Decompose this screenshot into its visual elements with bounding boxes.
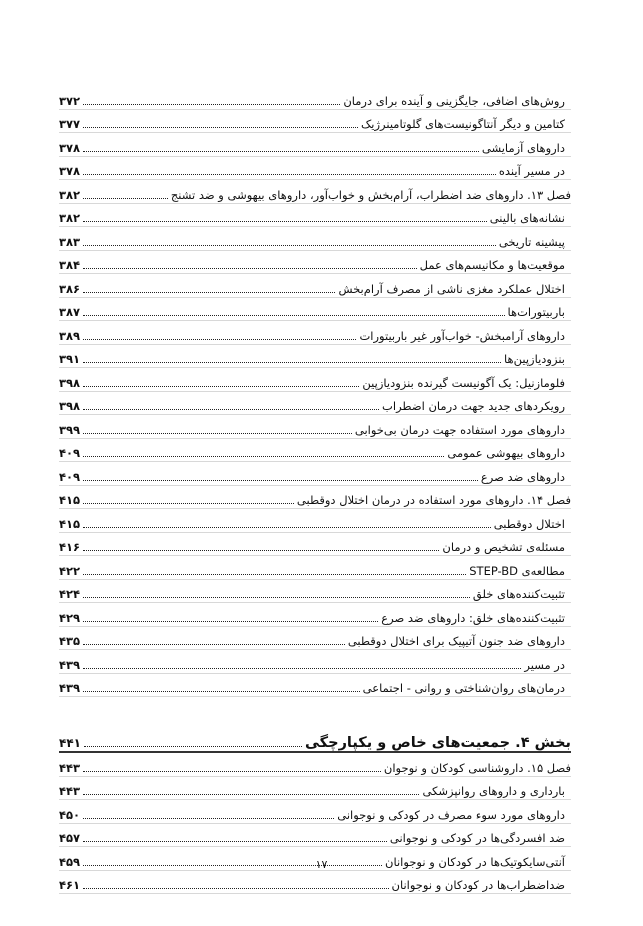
toc-entry — [59, 392, 571, 416]
leader-dots — [83, 818, 334, 819]
toc-entry-page-number: ۴۰۹ — [59, 469, 81, 484]
leader-dots — [83, 409, 379, 410]
leader-dots — [83, 888, 388, 889]
toc-entry-page-number: ۴۶۱ — [59, 878, 81, 892]
leader-dots — [83, 362, 501, 363]
part-title: بخش ۴. جمعیت‌های خاص و یکپارچگی — [305, 735, 571, 751]
toc-entry-title: داروهای مورد استفاده جهت درمان بی‌خوابی — [354, 422, 565, 437]
leader-dots — [83, 339, 356, 340]
toc-entry — [59, 556, 571, 580]
part-page-number: ۴۴۱ — [59, 736, 81, 750]
toc-entry-page-number: ۳۸۲ — [59, 211, 81, 225]
toc-entry — [59, 777, 571, 801]
toc-entry-page-number: ۳۸۷ — [59, 305, 81, 319]
toc-entry — [59, 133, 571, 157]
leader-dots — [83, 621, 378, 622]
toc-entry-page-number: ۴۳۹ — [59, 657, 81, 672]
leader-dots — [83, 151, 479, 152]
toc-entry — [59, 603, 571, 627]
toc-entry — [59, 824, 571, 848]
leader-dots — [83, 104, 340, 105]
toc-entry-page-number: ۳۸۹ — [59, 328, 81, 343]
leader-dots — [83, 574, 466, 575]
toc-entry-title: نشانه‌های بالینی — [489, 211, 565, 225]
leader-dots — [84, 746, 302, 747]
toc-entry-page-number: ۳۹۹ — [59, 422, 81, 437]
toc-entry-page-number: ۳۹۸ — [59, 399, 81, 413]
toc-entry-page-number: ۴۳۵ — [59, 634, 81, 648]
toc-entry-title: بنزودیازپین‌ها — [504, 352, 565, 366]
toc-entry-page-number: ۴۲۹ — [59, 610, 81, 625]
toc-entry — [59, 274, 571, 298]
toc-entry — [59, 110, 571, 134]
toc-entry — [59, 368, 571, 392]
toc-entry-page-number: ۳۸۶ — [59, 281, 81, 296]
toc-entry — [59, 800, 571, 824]
toc-entry-title: باربیتورات‌ها — [507, 305, 565, 319]
toc-entry — [59, 533, 571, 557]
leader-dots — [83, 644, 345, 645]
toc-entry-title: فصل ۱۴. داروهای مورد استفاده در درمان اختلال دوقطبی — [296, 493, 571, 507]
toc-entry — [59, 871, 571, 895]
table-of-contents — [59, 86, 571, 894]
toc-entry — [59, 509, 571, 533]
toc-entry-title: پیشینه تاریخی — [498, 234, 565, 249]
toc-entry-title: فصل ۱۳. داروهای ضد اضطراب، آرام‌بخش و خواب‌آور، داروهای بیهوشی و ضد تشنج — [170, 187, 571, 202]
toc-entry — [59, 345, 571, 369]
toc-group-1 — [59, 86, 571, 697]
toc-entry-title: موقعیت‌ها و مکانیسم‌های عمل — [419, 258, 565, 272]
toc-entry-page-number: ۴۰۹ — [59, 446, 81, 460]
toc-entry-page-number: ۳۷۲ — [59, 93, 81, 108]
leader-dots — [83, 841, 387, 842]
leader-dots — [83, 668, 521, 669]
toc-entry — [59, 204, 571, 228]
toc-entry — [59, 462, 571, 486]
leader-dots — [83, 597, 470, 598]
toc-entry — [59, 321, 571, 345]
leader-dots — [83, 503, 294, 504]
leader-dots — [83, 292, 335, 293]
toc-entry-page-number: ۳۸۳ — [59, 234, 81, 249]
toc-entry-title: داروهای آرامبخش- خواب‌آور غیر باربیتورات — [359, 328, 565, 343]
toc-entry-title: در مسیر آینده — [498, 164, 565, 178]
toc-entry-title: فلومازنیل: یک آگونیست گیرنده بنزودیازپین — [362, 375, 565, 390]
toc-entry-title: اختلال عملکرد مغزی ناشی از مصرف آرام‌بخش — [338, 281, 565, 296]
toc-entry-title: درمان‌های روان‌شناختی و روانی - اجتماعی — [362, 681, 565, 695]
leader-dots — [83, 480, 478, 481]
toc-entry-page-number: ۴۵۰ — [59, 807, 81, 822]
toc-entry-title: داروهای ضد جنون آتیپیک برای اختلال دوقطبی — [347, 634, 565, 648]
leader-dots — [83, 771, 381, 772]
toc-entry — [59, 627, 571, 651]
toc-entry-title: تثبیت‌کننده‌های خلق: داروهای ضد صرع — [381, 610, 565, 625]
toc-entry-page-number: ۳۹۱ — [59, 352, 81, 366]
toc-entry-title: بارداری و داروهای روانپزشکی — [422, 784, 565, 798]
leader-dots — [83, 315, 504, 316]
toc-entry — [59, 580, 571, 604]
leader-dots — [83, 691, 360, 692]
toc-entry-title: مطالعه‌ی STEP-BD — [469, 563, 565, 578]
toc-entry — [59, 415, 571, 439]
toc-entry-title: تثبیت‌کننده‌های خلق — [472, 587, 565, 601]
toc-entry-title: رویکردهای جدید جهت درمان اضطراب — [382, 399, 565, 413]
toc-entry-page-number: ۴۱۵ — [59, 493, 81, 507]
leader-dots — [83, 127, 358, 128]
toc-entry — [59, 486, 571, 510]
leader-dots — [83, 268, 417, 269]
leader-dots — [83, 386, 359, 387]
leader-dots — [83, 794, 419, 795]
toc-entry — [59, 227, 571, 251]
toc-entry — [59, 439, 571, 463]
toc-group-2 — [59, 753, 571, 894]
toc-entry-title: داروهای ضد صرع — [480, 469, 565, 484]
leader-dots — [83, 433, 352, 434]
toc-entry-page-number: ۴۱۶ — [59, 540, 81, 554]
toc-entry-title: داروهای بیهوشی عمومی — [447, 446, 565, 460]
toc-entry-title: فصل ۱۵. داروشناسی کودکان و نوجوان — [383, 760, 571, 775]
toc-entry-title: روش‌های اضافی، جایگزینی و آینده برای درمان — [343, 93, 565, 108]
toc-entry — [59, 157, 571, 181]
leader-dots — [83, 245, 496, 246]
toc-entry-title: کتامین و دیگر آنتاگونیست‌های گلوتامینرژیک — [360, 117, 565, 131]
toc-entry-page-number: ۴۳۹ — [59, 681, 81, 695]
toc-entry — [59, 753, 571, 777]
toc-entry-title: اختلال دوقطبی — [493, 516, 565, 531]
toc-entry-page-number: ۴۵۷ — [59, 831, 81, 845]
toc-entry-title: ضداضطراب‌ها در کودکان و نوجوانان — [391, 878, 565, 892]
toc-entry — [59, 86, 571, 110]
toc-entry-title: در مسیر — [524, 657, 565, 672]
toc-entry-page-number: ۳۸۲ — [59, 187, 81, 202]
leader-dots — [83, 527, 491, 528]
toc-entry-page-number: ۴۲۲ — [59, 563, 81, 578]
toc-entry — [59, 180, 571, 204]
toc-entry — [59, 674, 571, 698]
page-footer-number: ۱۷ — [315, 858, 328, 871]
toc-entry-page-number: ۳۷۸ — [59, 164, 81, 178]
toc-entry-page-number: ۴۴۳ — [59, 760, 81, 775]
leader-dots — [83, 221, 487, 222]
leader-dots — [83, 174, 496, 175]
toc-entry-page-number: ۳۷۷ — [59, 117, 81, 131]
toc-entry-page-number: ۳۹۸ — [59, 375, 81, 390]
toc-entry-page-number: ۴۲۴ — [59, 587, 81, 601]
toc-entry — [59, 251, 571, 275]
leader-dots — [83, 198, 168, 199]
toc-entry — [59, 650, 571, 674]
toc-entry-title: ضد افسردگی‌ها در کودکی و نوجوانی — [389, 831, 565, 845]
toc-entry-title: داروهای آزمایشی — [481, 140, 565, 155]
toc-entry — [59, 298, 571, 322]
toc-entry-title: آنتی‌سایکوتیک‌ها در کودکان و نوجوانان — [385, 854, 565, 869]
toc-entry-page-number: ۴۱۵ — [59, 516, 81, 531]
toc-entry-page-number: ۴۵۹ — [59, 854, 81, 869]
leader-dots — [83, 456, 444, 457]
leader-dots — [83, 550, 439, 551]
toc-entry-page-number: ۳۷۸ — [59, 140, 81, 155]
toc-entry-title: مسئله‌ی تشخیص و درمان — [442, 540, 565, 554]
toc-entry-title: داروهای مورد سوء مصرف در کودکی و نوجوانی — [337, 807, 565, 822]
toc-entry-page-number: ۴۴۳ — [59, 784, 81, 798]
toc-entry-page-number: ۳۸۴ — [59, 258, 81, 272]
toc-part-heading — [59, 723, 571, 753]
